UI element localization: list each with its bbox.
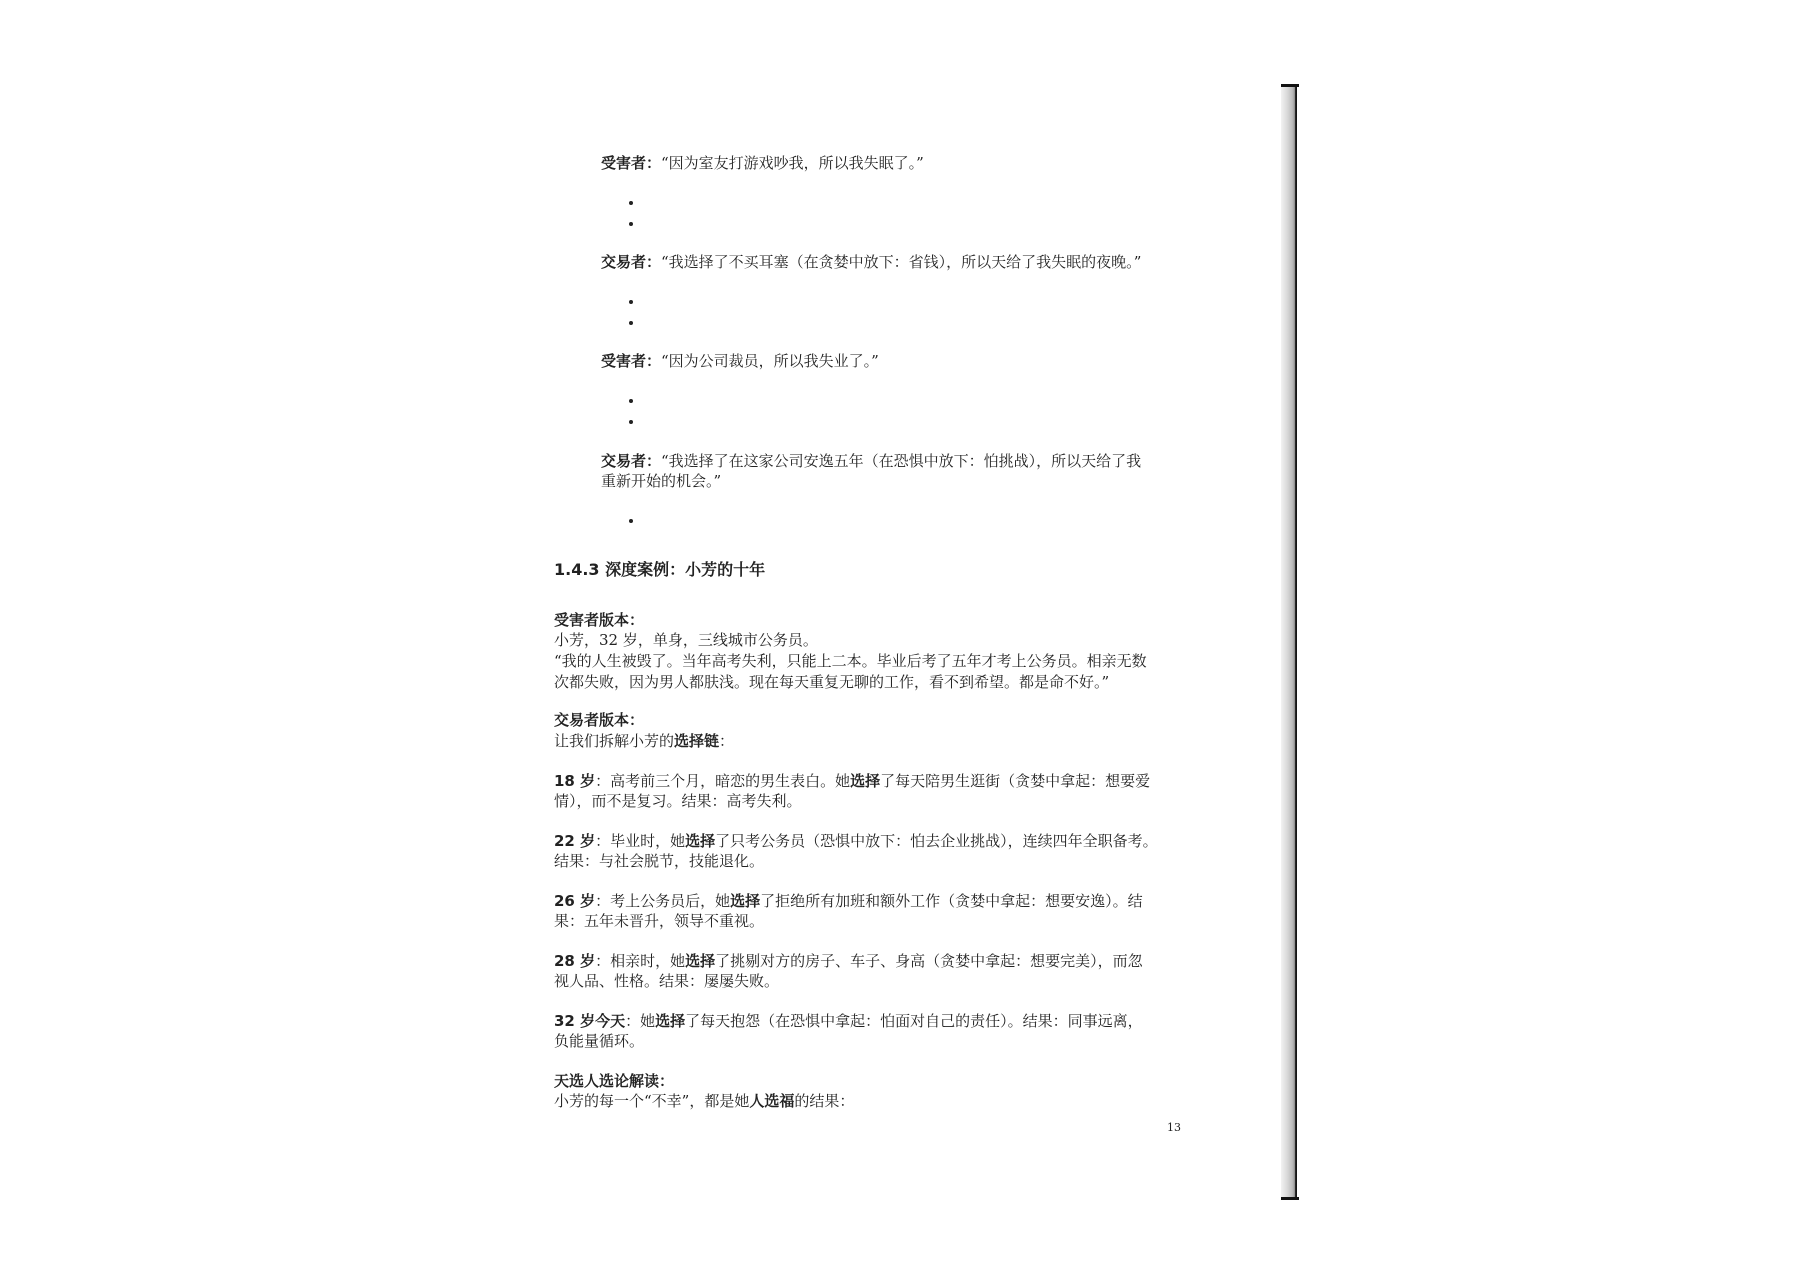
trader-version-intro — [554, 731, 734, 751]
dialog-victim-1 — [601, 153, 924, 173]
intro-punct: ： — [719, 732, 735, 750]
speaker-label: 交易者： — [601, 452, 662, 470]
interpretation-text — [554, 1091, 854, 1111]
timeline-text: 考上公务员后，她 — [610, 892, 731, 910]
bullet — [629, 222, 633, 226]
victim-version-line: 小芳，32 岁，单身，三线城市公务员。 — [554, 631, 818, 649]
interpretation-pre: 小芳的每一个“不幸”，都是她 — [554, 1092, 750, 1110]
timeline-text: 毕业时，她 — [610, 832, 686, 850]
interpretation-post: 的结果： — [794, 1092, 855, 1110]
dialog-trader-2-continued: 重新开始的机会。” — [601, 472, 722, 490]
timeline-text: 了每天陪男生逛街（贪婪中拿起：想要爱 — [880, 772, 1151, 790]
quote-text: “我选择了在这家公司安逸五年（在恐惧中放下：怕挑战），所以天给了我 — [661, 452, 1142, 470]
timeline-text: 高考前三个月，暗恋的男生表白。她 — [610, 772, 851, 790]
timeline-entry-28 — [554, 951, 1143, 971]
victim-version-line: 次都失败，因为男人都肤浅。现在每天重复无聊的工作，看不到希望。都是命不好。” — [554, 673, 1110, 691]
dialog-trader-1 — [601, 252, 1141, 272]
timeline-sep: ： — [595, 772, 611, 790]
intro-emphasis: 选择链 — [674, 732, 720, 750]
page-number: 13 — [1167, 1121, 1181, 1134]
page-edge-cap — [1281, 1197, 1299, 1200]
timeline-entry-28-continued: 视人品、性格。结果：屡屡失败。 — [554, 972, 780, 990]
timeline-age: 22 岁 — [554, 832, 596, 850]
interpretation-emphasis: 人选福 — [749, 1092, 795, 1110]
timeline-text: 了挑剔对方的房子、车子、身高（贪婪中拿起：想要完美），而忽 — [715, 952, 1143, 970]
interpretation-label: 天选人选论解读： — [554, 1072, 675, 1090]
bullet — [629, 399, 633, 403]
timeline-entry-18 — [554, 771, 1150, 791]
trader-version-label: 交易者版本： — [554, 711, 645, 729]
timeline-entry-26-continued: 果：五年未晋升，领导不重视。 — [554, 912, 765, 930]
timeline-choice: 选择 — [685, 832, 716, 850]
timeline-sep: ： — [595, 892, 611, 910]
quote-text: “我选择了不买耳塞（在贪婪中放下：省钱），所以天给了我失眠的夜晚。” — [661, 253, 1142, 271]
section-heading: 1.4.3 深度案例：小芳的十年 — [554, 560, 766, 579]
bullet — [629, 300, 633, 304]
quote-text: “因为公司裁员，所以我失业了。” — [661, 352, 879, 370]
timeline-choice: 选择 — [730, 892, 761, 910]
timeline-choice: 选择 — [655, 1012, 686, 1030]
timeline-sep: ： — [595, 952, 611, 970]
timeline-text: 相亲时，她 — [610, 952, 686, 970]
speaker-label: 受害者： — [601, 154, 662, 172]
dialog-victim-2 — [601, 351, 879, 371]
page-edge — [1281, 86, 1297, 1198]
timeline-age: 32 岁今天 — [554, 1012, 626, 1030]
bullet — [629, 519, 633, 523]
speaker-label: 受害者： — [601, 352, 662, 370]
timeline-entry-22-continued: 结果：与社会脱节，技能退化。 — [554, 852, 765, 870]
timeline-entry-18-continued: 情），而不是复习。结果：高考失利。 — [554, 792, 802, 810]
timeline-age: 18 岁 — [554, 772, 596, 790]
timeline-entry-22 — [554, 831, 1158, 851]
victim-version-line: “我的人生被毁了。当年高考失利，只能上二本。毕业后考了五年才考上公务员。相亲无数 — [554, 652, 1147, 670]
page-edge-cap — [1281, 84, 1299, 87]
timeline-text: 了每天抱怨（在恐惧中拿起：怕面对自己的责任）。结果：同事远离， — [685, 1012, 1143, 1030]
timeline-text: 了拒绝所有加班和额外工作（贪婪中拿起：想要安逸）。结 — [760, 892, 1143, 910]
timeline-entry-26 — [554, 891, 1143, 911]
timeline-text: 了只考公务员（恐惧中放下：怕去企业挑战），连续四年全职备考。 — [715, 832, 1158, 850]
quote-text: “因为室友打游戏吵我，所以我失眠了。” — [661, 154, 924, 172]
timeline-choice: 选择 — [850, 772, 881, 790]
intro-text: 让我们拆解小芳的 — [554, 732, 675, 750]
bullet — [629, 420, 633, 424]
timeline-text: 她 — [640, 1012, 656, 1030]
dialog-trader-2 — [601, 451, 1141, 471]
victim-version-label: 受害者版本： — [554, 611, 645, 629]
bullet — [629, 201, 633, 205]
timeline-age: 26 岁 — [554, 892, 596, 910]
timeline-sep: ： — [595, 832, 611, 850]
timeline-entry-32 — [554, 1011, 1143, 1031]
timeline-sep: ： — [625, 1012, 641, 1030]
timeline-entry-32-continued: 负能量循环。 — [554, 1032, 645, 1050]
timeline-choice: 选择 — [685, 952, 716, 970]
timeline-age: 28 岁 — [554, 952, 596, 970]
bullet — [629, 321, 633, 325]
speaker-label: 交易者： — [601, 253, 662, 271]
